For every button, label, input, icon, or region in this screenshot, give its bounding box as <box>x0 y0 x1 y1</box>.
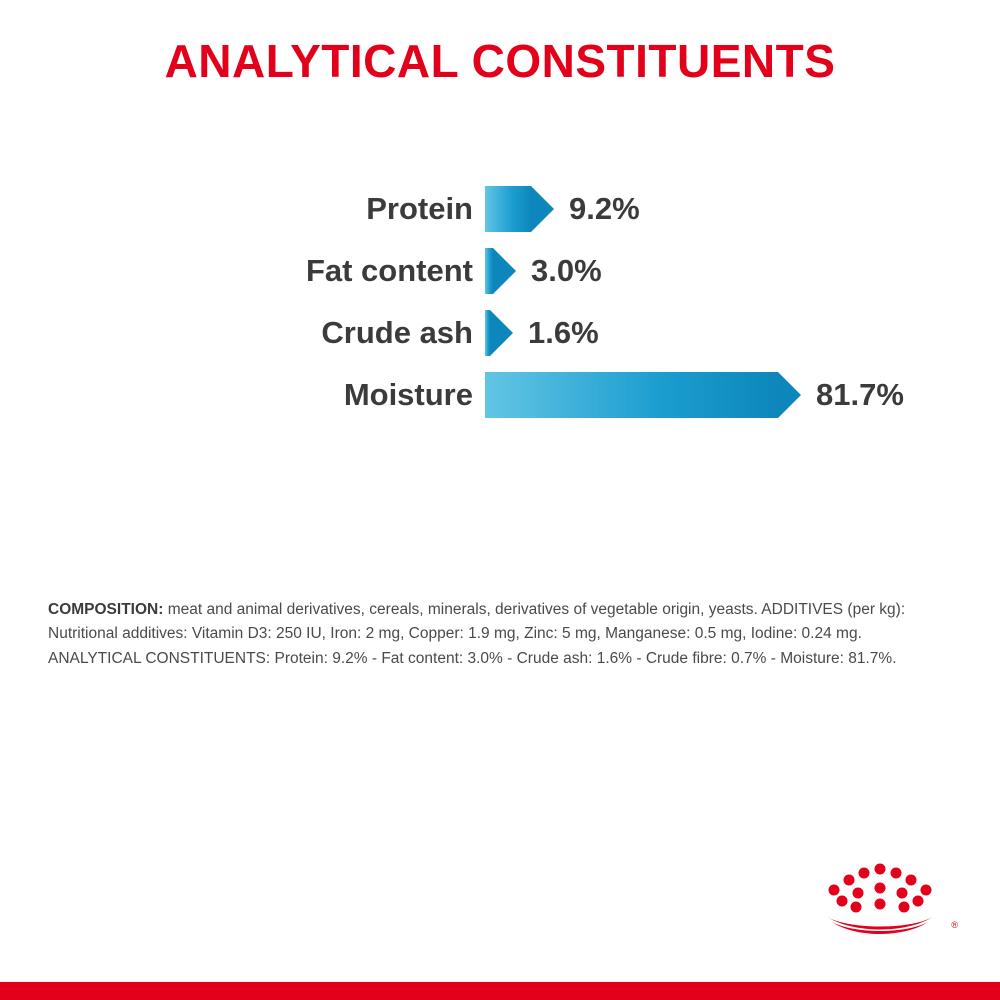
bar-label-protein: Protein <box>366 191 473 226</box>
chart-row-moisture <box>0 364 1000 426</box>
bottom-accent-bar <box>0 982 1000 1000</box>
royal-canin-logo <box>822 860 958 938</box>
bar-value-moisture: 81.7% <box>816 377 904 412</box>
chart-row-fat-content <box>0 240 1000 302</box>
bar-fat-content <box>485 248 493 294</box>
page-title: ANALYTICAL CONSTITUENTS <box>164 35 836 87</box>
chart-row-protein <box>0 178 1000 240</box>
bar-value-protein: 9.2% <box>569 191 640 226</box>
registered-mark: ® <box>951 920 958 930</box>
bar-label-moisture: Moisture <box>343 377 473 412</box>
composition-body: meat and animal derivatives, cereals, minerals, derivatives of vegetable origin, yeasts. ADDITIVES (per kg): Nutritional additives: Vitamin D3: 250 IU, Iron: 2 mg, Copper: 1.9 mg, Zinc: 5 mg, Manganese: 0.5 mg, Iodine: 0.24 mg. ANALYTICAL CONSTITUENTS: Protein: 9.2% - Fat content: 3.0% - Crude ash: 1.6% - Crude fibre: 0.7% - Moisture: 81.7%. <box>48 601 906 667</box>
composition-label: COMPOSITION: <box>48 601 164 618</box>
bar-moisture <box>485 372 778 418</box>
composition-text <box>48 598 952 671</box>
chart-row-crude-ash <box>0 302 1000 364</box>
bar-label-crude-ash: Crude ash <box>321 315 473 350</box>
bar-value-crude-ash: 1.6% <box>528 315 599 350</box>
bar-crude-ash <box>485 310 490 356</box>
bar-value-fat-content: 3.0% <box>531 253 602 288</box>
bar-label-fat-content: Fat content <box>305 253 473 288</box>
analytical-constituents-chart <box>0 178 1000 426</box>
bar-protein <box>485 186 531 232</box>
